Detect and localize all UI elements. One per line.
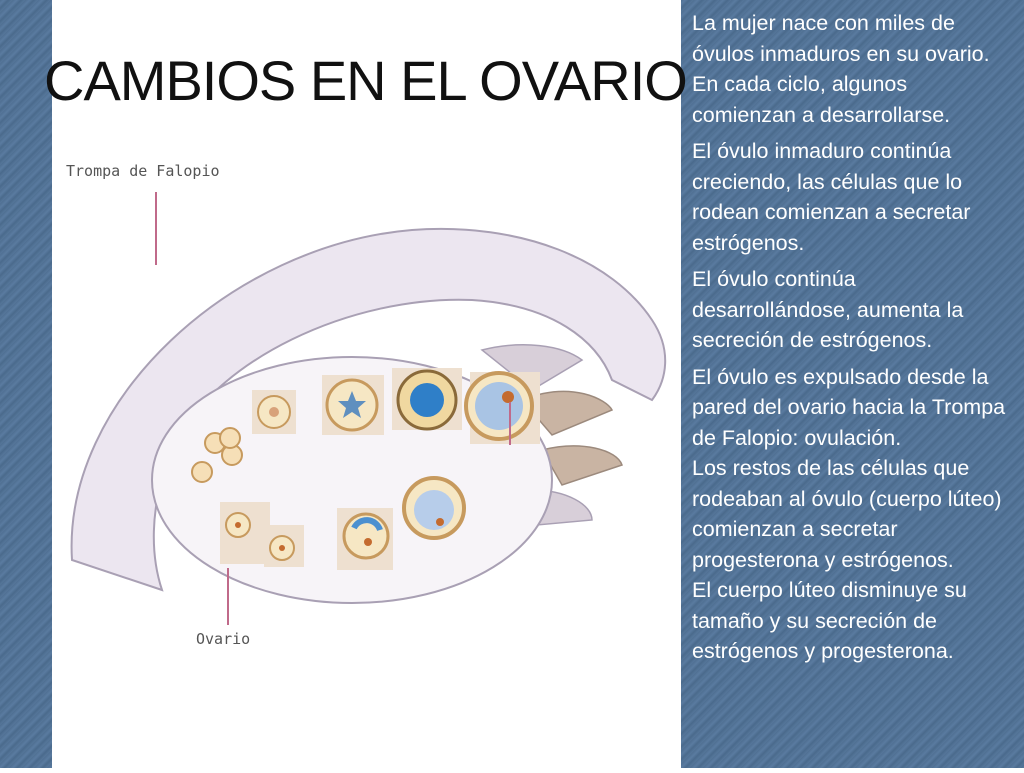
left-decorative-stripe (0, 0, 52, 768)
label-fallopian-tube: Trompa de Falopio (66, 162, 220, 180)
ovary-illustration (52, 150, 681, 768)
paragraph-6: El cuerpo lúteo disminuye su tamaño y su secreción de estrógenos y progesterona. (692, 578, 967, 663)
secondary-follicle (322, 375, 384, 435)
label-ovary: Ovario (196, 630, 251, 648)
paragraph-3: El óvulo continúa desarrollándose, aumenta la secreción de estrógenos. (692, 267, 964, 352)
paragraph-2: El óvulo inmaduro continúa creciendo, las células que lo rodean comienzan a secretar estrógenos. (692, 139, 971, 255)
corpus-luteum-large (404, 478, 464, 538)
slide-title: CAMBIOS EN EL OVARIO (44, 49, 687, 112)
paragraph-5: Los restos de las células que rodeaban al óvulo (cuerpo lúteo) comienzan a secretar progesterona y estrógenos. (692, 456, 1002, 572)
ovary-diagram (52, 150, 681, 768)
follicle-ruptured (337, 508, 393, 570)
description-column (692, 8, 1017, 673)
mature-follicle (466, 372, 540, 444)
paragraph-1: La mujer nace con miles de óvulos inmaduros en su ovario. En cada ciclo, algunos comienzan a desarrollarse. (692, 11, 990, 127)
paragraph-4: El óvulo es expulsado desde la pared del ovario hacia la Trompa de Falopio: ovulación. (692, 364, 1006, 450)
tertiary-follicle (392, 368, 462, 430)
primary-follicle (252, 390, 296, 434)
fimbria (542, 446, 622, 485)
